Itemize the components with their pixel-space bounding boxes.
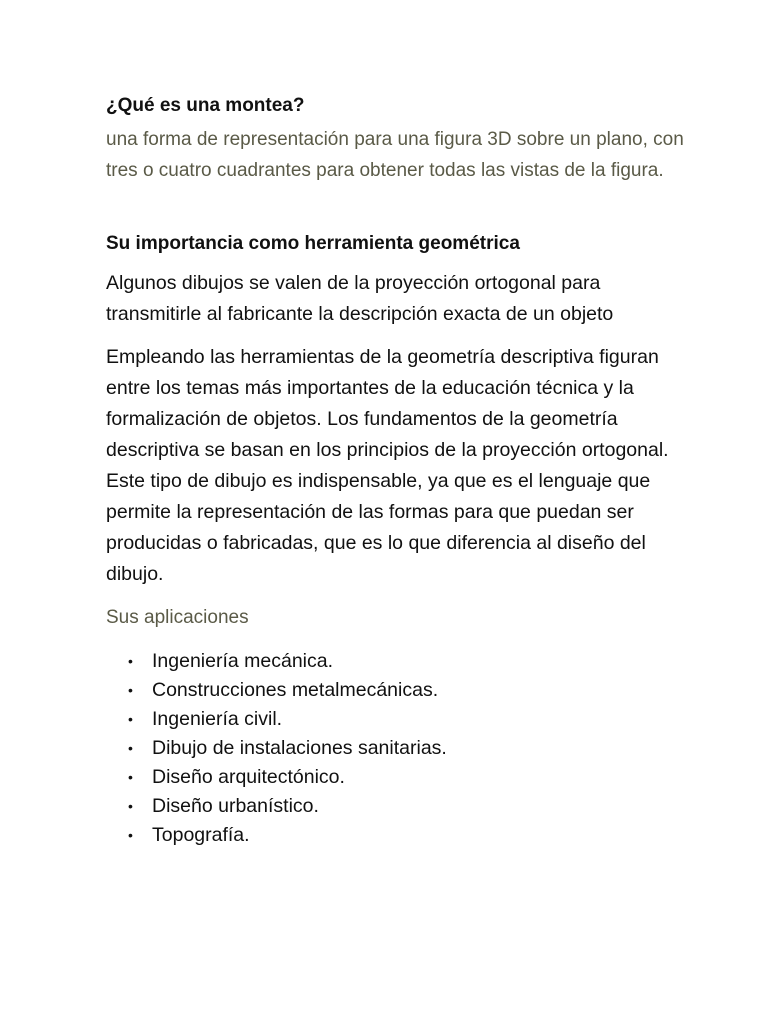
list-item <box>128 821 686 850</box>
list-item <box>128 734 686 763</box>
list-item-text: Dibujo de instalaciones sanitarias. <box>152 737 447 759</box>
bullet-icon: • <box>128 798 133 814</box>
list-item-text: Ingeniería mecánica. <box>152 650 334 672</box>
list-item <box>128 705 686 734</box>
paragraph-1: Algunos dibujos se valen de la proyección ortogonal para transmitirle al fabricante la descripción exacta de un objeto <box>106 272 614 325</box>
list-item <box>128 792 686 821</box>
applications-title: Sus aplicaciones <box>106 607 249 628</box>
bullet-icon: • <box>128 711 133 727</box>
applications-list <box>106 647 686 850</box>
bullet-icon: • <box>128 653 133 669</box>
bullet-icon: • <box>128 740 133 756</box>
list-item <box>128 763 686 792</box>
list-item-text: Construcciones metalmecánicas. <box>152 679 439 701</box>
list-item <box>128 676 686 705</box>
document-page <box>106 92 686 850</box>
question-title: ¿Qué es una montea? <box>106 95 305 116</box>
list-item-text: Ingeniería civil. <box>152 708 283 730</box>
bullet-icon: • <box>128 827 133 843</box>
bullet-icon: • <box>128 769 133 785</box>
bullet-icon: • <box>128 682 133 698</box>
section-title: Su importancia como herramienta geométrica <box>106 233 520 254</box>
paragraph-2: Empleando las herramientas de la geometría descriptiva figuran entre los temas más importantes de la educación técnica y la formalización de objetos. Los fundamentos de la geometría descriptiva se basan en los principios de la proyección ortogonal. Este tipo de dibujo es indispensable, ya que es el lenguaje que permite la representación de las formas para que puedan ser producidas o fabricadas, que es lo que diferencia al diseño del dibujo. <box>106 346 669 585</box>
list-item <box>128 647 686 676</box>
list-item-text: Diseño urbanístico. <box>152 795 319 817</box>
list-item-text: Topografía. <box>152 824 250 846</box>
question-answer: una forma de representación para una figura 3D sobre un plano, con tres o cuatro cuadrantes para obtener todas las vistas de la figura. <box>106 129 684 181</box>
list-item-text: Diseño arquitectónico. <box>152 766 345 788</box>
